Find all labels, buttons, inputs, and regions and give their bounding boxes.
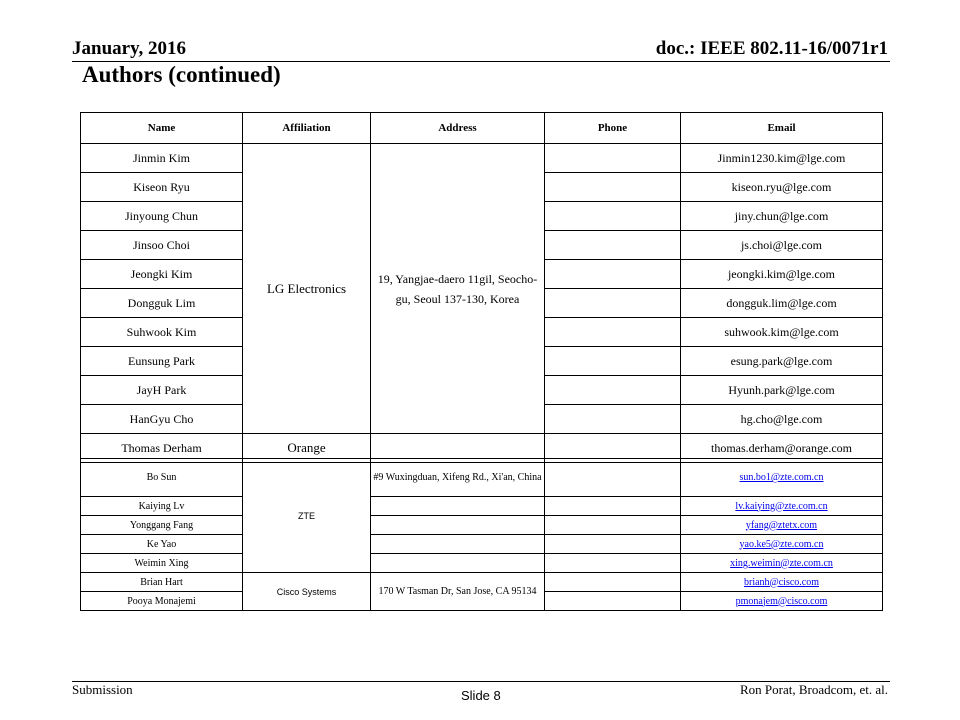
author-name: Dongguk Lim (81, 289, 243, 318)
author-email: Hyunh.park@lge.com (681, 376, 883, 405)
author-email (681, 535, 883, 554)
author-address (371, 554, 545, 573)
author-email: thomas.derham@orange.com (681, 434, 883, 463)
author-name: Yonggang Fang (81, 516, 243, 535)
header-date: January, 2016 (72, 38, 187, 59)
author-name: Thomas Derham (81, 434, 243, 463)
author-name: HanGyu Cho (81, 405, 243, 434)
author-address: 170 W Tasman Dr, San Jose, CA 95134 (371, 573, 545, 611)
author-phone (545, 405, 681, 434)
author-phone (545, 144, 681, 173)
author-name: Weimin Xing (81, 554, 243, 573)
author-email: Jinmin1230.kim@lge.com (681, 144, 883, 173)
email-link[interactable]: lv.kaiying@zte.com.cn (735, 500, 828, 512)
author-phone (545, 573, 681, 592)
table-row (81, 535, 883, 554)
author-phone (545, 376, 681, 405)
column-header-phone: Phone (545, 113, 681, 144)
author-affiliation: LG Electronics (243, 144, 371, 434)
author-phone (545, 231, 681, 260)
author-name: Jinmin Kim (81, 144, 243, 173)
email-link[interactable]: brianh@cisco.com (743, 576, 820, 588)
author-name: Jinyoung Chun (81, 202, 243, 231)
author-phone (545, 202, 681, 231)
author-name: Ke Yao (81, 535, 243, 554)
authors-table-lg (80, 112, 883, 463)
author-address: #9 Wuxingduan, Xifeng Rd., Xi'an, China (371, 459, 545, 497)
author-name: Brian Hart (81, 573, 243, 592)
author-email: dongguk.lim@lge.com (681, 289, 883, 318)
author-name: JayH Park (81, 376, 243, 405)
author-name: Kaiying Lv (81, 497, 243, 516)
author-phone (545, 260, 681, 289)
email-link[interactable]: pmonajem@cisco.com (735, 595, 828, 607)
table-header-row (81, 113, 883, 144)
table-row (81, 459, 883, 497)
author-email: js.choi@lge.com (681, 231, 883, 260)
author-phone (545, 347, 681, 376)
author-email: jiny.chun@lge.com (681, 202, 883, 231)
table-row (81, 573, 883, 592)
author-name: Pooya Monajemi (81, 592, 243, 611)
table-row (81, 516, 883, 535)
author-phone (545, 318, 681, 347)
author-email (681, 554, 883, 573)
footer-authors: Ron Porat, Broadcom, et. al. (739, 682, 888, 697)
author-email (681, 592, 883, 611)
author-phone (545, 173, 681, 202)
author-name: Suhwook Kim (81, 318, 243, 347)
email-link[interactable]: xing.weimin@zte.com.cn (730, 557, 833, 569)
author-name: Kiseon Ryu (81, 173, 243, 202)
email-link[interactable]: sun.bo1@zte.com.cn (739, 472, 824, 483)
authors-table-zte-cisco (80, 458, 883, 611)
author-address: 19, Yangjae-daero 11gil, Seocho-gu, Seoul 137-130, Korea (371, 144, 545, 434)
author-address (371, 516, 545, 535)
author-email: hg.cho@lge.com (681, 405, 883, 434)
author-name: Jeongki Kim (81, 260, 243, 289)
slide-number: Slide 8 (461, 688, 501, 703)
column-header-email: Email (681, 113, 883, 144)
email-link[interactable]: yao.ke5@zte.com.cn (739, 538, 824, 550)
footer-submission: Submission (72, 682, 133, 697)
author-address (371, 497, 545, 516)
table-row (81, 554, 883, 573)
author-phone (545, 289, 681, 318)
author-email (681, 516, 883, 535)
table-row (81, 497, 883, 516)
column-header-name: Name (81, 113, 243, 144)
author-email (681, 497, 883, 516)
author-email (681, 459, 883, 497)
column-header-address: Address (371, 113, 545, 144)
author-name: Jinsoo Choi (81, 231, 243, 260)
author-email: esung.park@lge.com (681, 347, 883, 376)
author-phone (545, 459, 681, 497)
author-email: suhwook.kim@lge.com (681, 318, 883, 347)
author-phone (545, 592, 681, 611)
author-email (681, 573, 883, 592)
author-phone (545, 516, 681, 535)
email-link[interactable]: yfang@ztetx.com (745, 519, 818, 531)
author-phone (545, 497, 681, 516)
author-phone (545, 554, 681, 573)
author-affiliation: Cisco Systems (243, 573, 371, 611)
column-header-affiliation: Affiliation (243, 113, 371, 144)
author-email: jeongki.kim@lge.com (681, 260, 883, 289)
table-row (81, 144, 883, 173)
author-email: kiseon.ryu@lge.com (681, 173, 883, 202)
author-name: Eunsung Park (81, 347, 243, 376)
author-phone (545, 535, 681, 554)
slide-title: Authors (continued) (82, 62, 281, 87)
author-affiliation: ZTE (243, 459, 371, 573)
header-doc-id: doc.: IEEE 802.11-16/0071r1 (655, 38, 888, 59)
author-name: Bo Sun (81, 459, 243, 497)
author-address (371, 535, 545, 554)
author-affiliation: Orange (243, 434, 371, 463)
